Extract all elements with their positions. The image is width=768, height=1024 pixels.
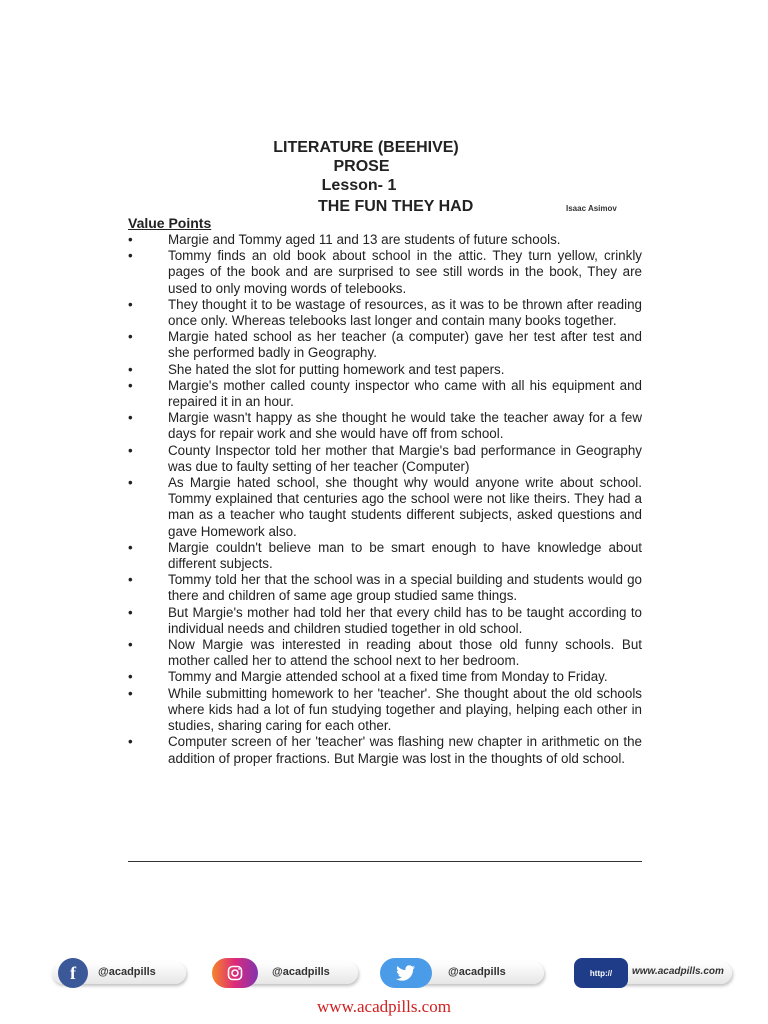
point-text: Margie hated school as her teacher (a computer) gave her test after test and she performed badly in Geography. [168, 329, 642, 361]
bullet: • [128, 572, 133, 588]
author-name: Isaac Asimov [566, 204, 617, 213]
point-text: Margie's mother called county inspector who came with all his equipment and repaired it in an hour. [168, 377, 642, 410]
web-icon [574, 958, 628, 988]
instagram-link[interactable] [208, 958, 358, 988]
bullet: • [128, 329, 133, 345]
instagram-glyph [227, 965, 243, 981]
twitter-handle: @acadpills [448, 966, 506, 978]
point-text: They thought it to be wastage of resources, as it was to be thrown after reading once only. Whereas telebooks last longer and contain many books together. [168, 296, 642, 329]
point-text: Tommy finds an old book about school in the attic. They turn yellow, crinkly pages of the book and are surprised to see still words in the book, They are used to only moving words of telebooks. [168, 248, 642, 296]
chapter-title: THE FUN THEY HAD [318, 198, 474, 215]
subject-title: LITERATURE (BEEHIVE) [273, 139, 459, 156]
bottom-divider [128, 861, 642, 862]
bullet: • [128, 232, 133, 247]
footer-url[interactable]: www.acadpills.com [317, 997, 451, 1016]
value-points-list [128, 232, 642, 767]
point-text: Now Margie was interested in reading about those old funny schools. But mother called her to attend the school next to her bedroom. [168, 637, 642, 669]
website-label: www.acadpills.com [632, 966, 724, 977]
lesson-title: Lesson- 1 [321, 177, 397, 194]
bullet: • [128, 604, 133, 620]
instagram-handle: @acadpills [272, 966, 330, 978]
list-item [128, 329, 642, 361]
title-block [0, 138, 768, 195]
list-item [128, 248, 642, 297]
point-text: Margie and Tommy aged 11 and 13 are students of future schools. [168, 232, 561, 247]
web-icon-text: http:// [589, 968, 613, 978]
twitter-icon [380, 958, 432, 988]
list-item [128, 443, 642, 475]
list-item [128, 362, 642, 378]
list-item [128, 410, 642, 442]
facebook-handle: @acadpills [98, 966, 156, 978]
point-text: County Inspector told her mother that Margie's bad performance in Geography was due to faulty setting of her teacher (Computer) [168, 442, 642, 474]
list-item [128, 297, 642, 329]
list-item [128, 686, 642, 735]
point-text: Tommy told her that the school was in a special building and students would go there and children of same age group studied same things. [168, 572, 642, 604]
bullet: • [128, 669, 133, 685]
list-item [128, 605, 642, 637]
bullet: • [128, 248, 133, 264]
point-text: Computer screen of her 'teacher' was flashing new chapter in arithmetic on the addition of proper fractions. But Margie was lost in the thoughts of old school. [168, 734, 642, 766]
list-item [128, 540, 642, 572]
list-item [128, 572, 642, 604]
list-item [128, 232, 642, 248]
list-item [128, 378, 642, 410]
section-title: PROSE [333, 158, 390, 175]
bullet: • [128, 296, 133, 312]
bullet: • [128, 685, 133, 701]
twitter-bird [396, 965, 416, 981]
website-link[interactable] [574, 958, 734, 988]
point-text: While submitting homework to her 'teacher'. She thought about the old schools where kids had a lot of fun studying together and playing, helping each other in studies, sharing caring for each other. [168, 685, 642, 734]
point-text: Tommy and Margie attended school at a fixed time from Monday to Friday. [168, 669, 608, 685]
bullet: • [128, 539, 133, 555]
bullet: • [128, 377, 133, 393]
point-text: Margie wasn't happy as she thought he would take the teacher away for a few days for repair work and she would have off from school. [168, 410, 642, 442]
facebook-icon: f [58, 958, 88, 988]
list-item [128, 669, 642, 685]
facebook-link[interactable] [36, 958, 186, 988]
twitter-link[interactable] [380, 958, 546, 988]
list-item [128, 475, 642, 540]
instagram-icon [212, 958, 258, 988]
point-text: As Margie hated school, she thought why would anyone write about school. Tommy explained that centuries ago the school were not like theirs. They had a man as a teacher who taught students different subjects, asked questions and gave Homework also. [168, 475, 642, 539]
list-item [128, 637, 642, 669]
bullet: • [128, 442, 133, 458]
point-text: She hated the slot for putting homework and test papers. [168, 361, 505, 377]
point-text: But Margie's mother had told her that every child has to be taught according to individual needs and children studied together in old school. [168, 604, 642, 636]
list-item [128, 734, 642, 766]
point-text: Margie couldn't believe man to be smart enough to have knowledge about different subjects. [168, 539, 642, 572]
bullet: • [128, 410, 133, 426]
bullet: • [128, 361, 133, 377]
value-points-heading: Value Points [128, 215, 212, 231]
bullet: • [128, 637, 133, 653]
chapter-row [0, 197, 768, 217]
bullet: • [128, 475, 133, 491]
bullet: • [128, 734, 133, 750]
